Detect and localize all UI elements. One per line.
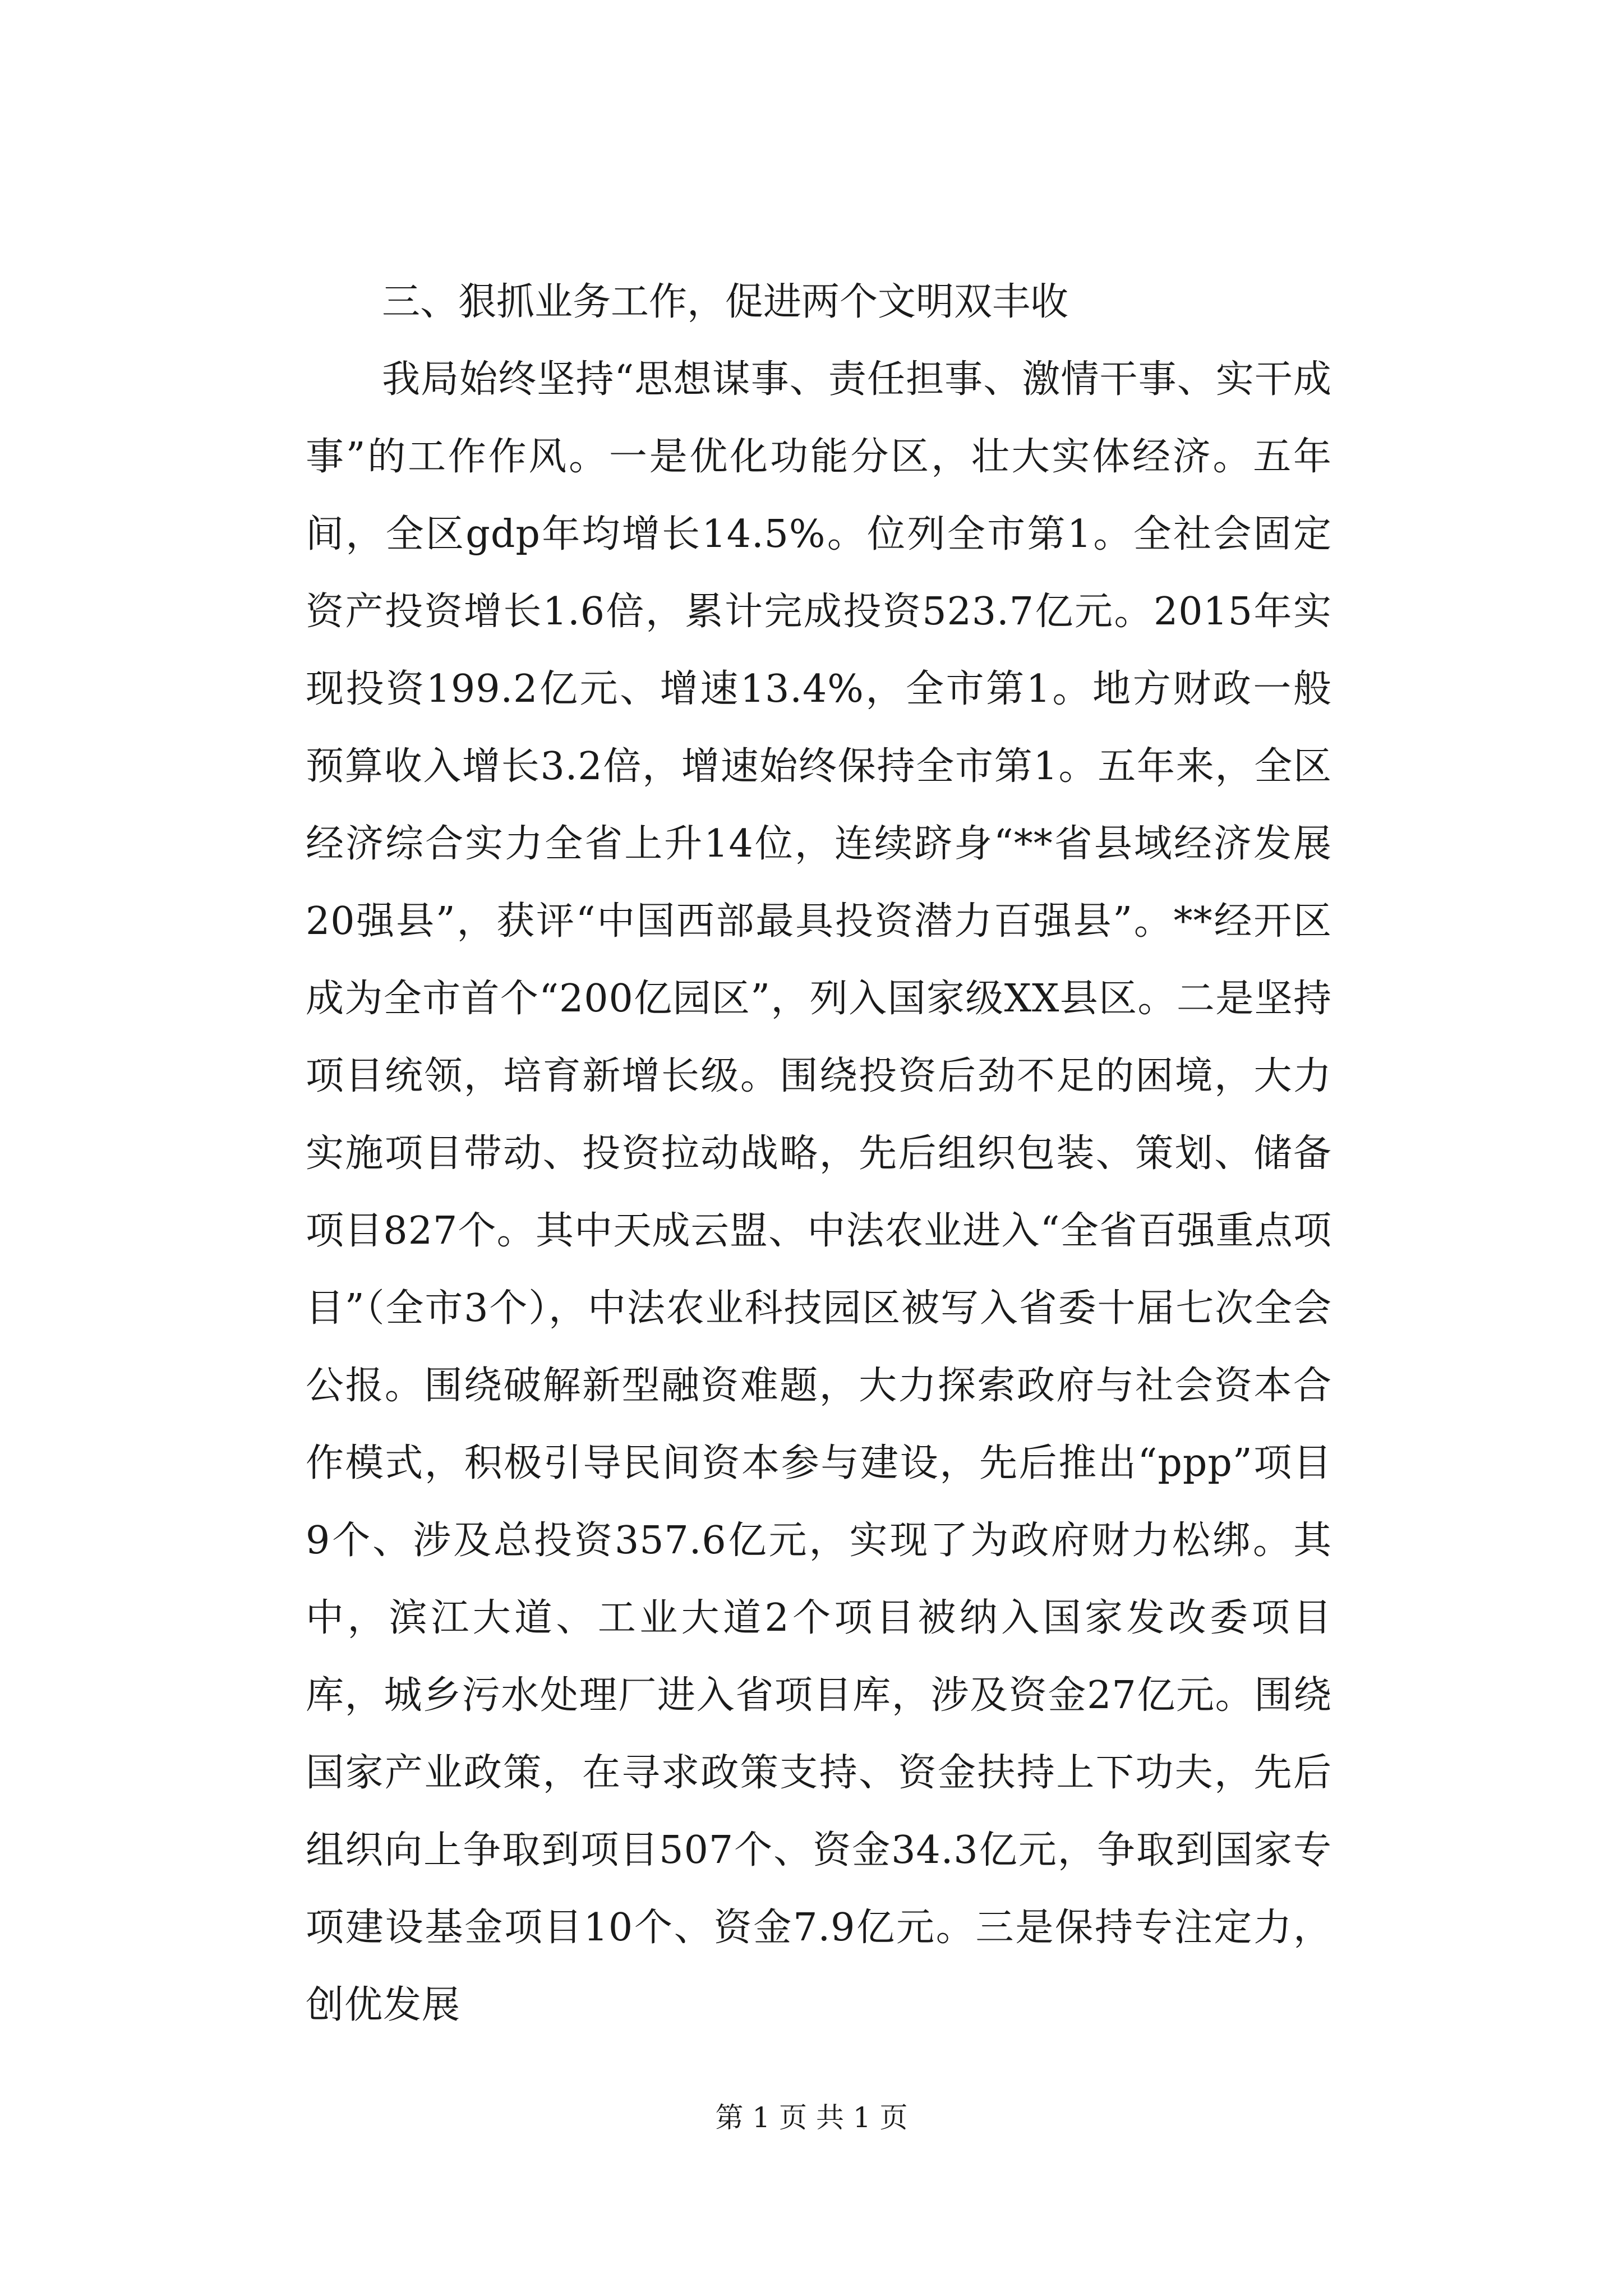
document-content [306, 264, 1332, 2044]
body-paragraph: 我局始终坚持“思想谋事、责任担事、激情干事、实干成事”的工作作风。一是优化功能分区，壮大实体经济。五年间，全区gdp年均增长14.5%。位列全市第1。全社会固定资产投资增长1.6倍，累计完成投资523.7亿元。2015年实现投资199.2亿元、增速13.4%，全市第1。地方财政一般预算收入增长3.2倍，增速始终保持全市第1。五年来，全区经济综合实力全省上升14位，连续跻身“**省县域经济发展20强县”，获评“中国西部最具投资潜力百强县”。**经开区成为全市首个“200亿园区”，列入国家级XX县区。二是坚持项目统领，培育新增长级。围绕投资后劲不足的困境，大力实施项目带动、投资拉动战略，先后组织包装、策划、储备项目827个。其中天成云盟、中法农业进入“全省百强重点项目”（全市3个），中法农业科技园区被写入省委十届七次全会公报。围绕破解新型融资难题，大力探索政府与社会资本合作模式，积极引导民间资本参与建设，先后推出“ppp”项目9个、涉及总投资357.6亿元，实现了为政府财力松绑。其中，滨江大道、工业大道2个项目被纳入国家发改委项目库，城乡污水处理厂进入省项目库，涉及资金27亿元。围绕国家产业政策，在寻求政策支持、资金扶持上下功夫，先后组织向上争取到项目507个、资金34.3亿元，争取到国家专项建设基金项目10个、资金7.9亿元。三是保持专注定力，创优发展 [306, 357, 1332, 2027]
section-heading: 三、狠抓业务工作，促进两个文明双丰收 [382, 280, 1069, 324]
page-footer: 第 1 页 共 1 页 [715, 2101, 908, 2134]
